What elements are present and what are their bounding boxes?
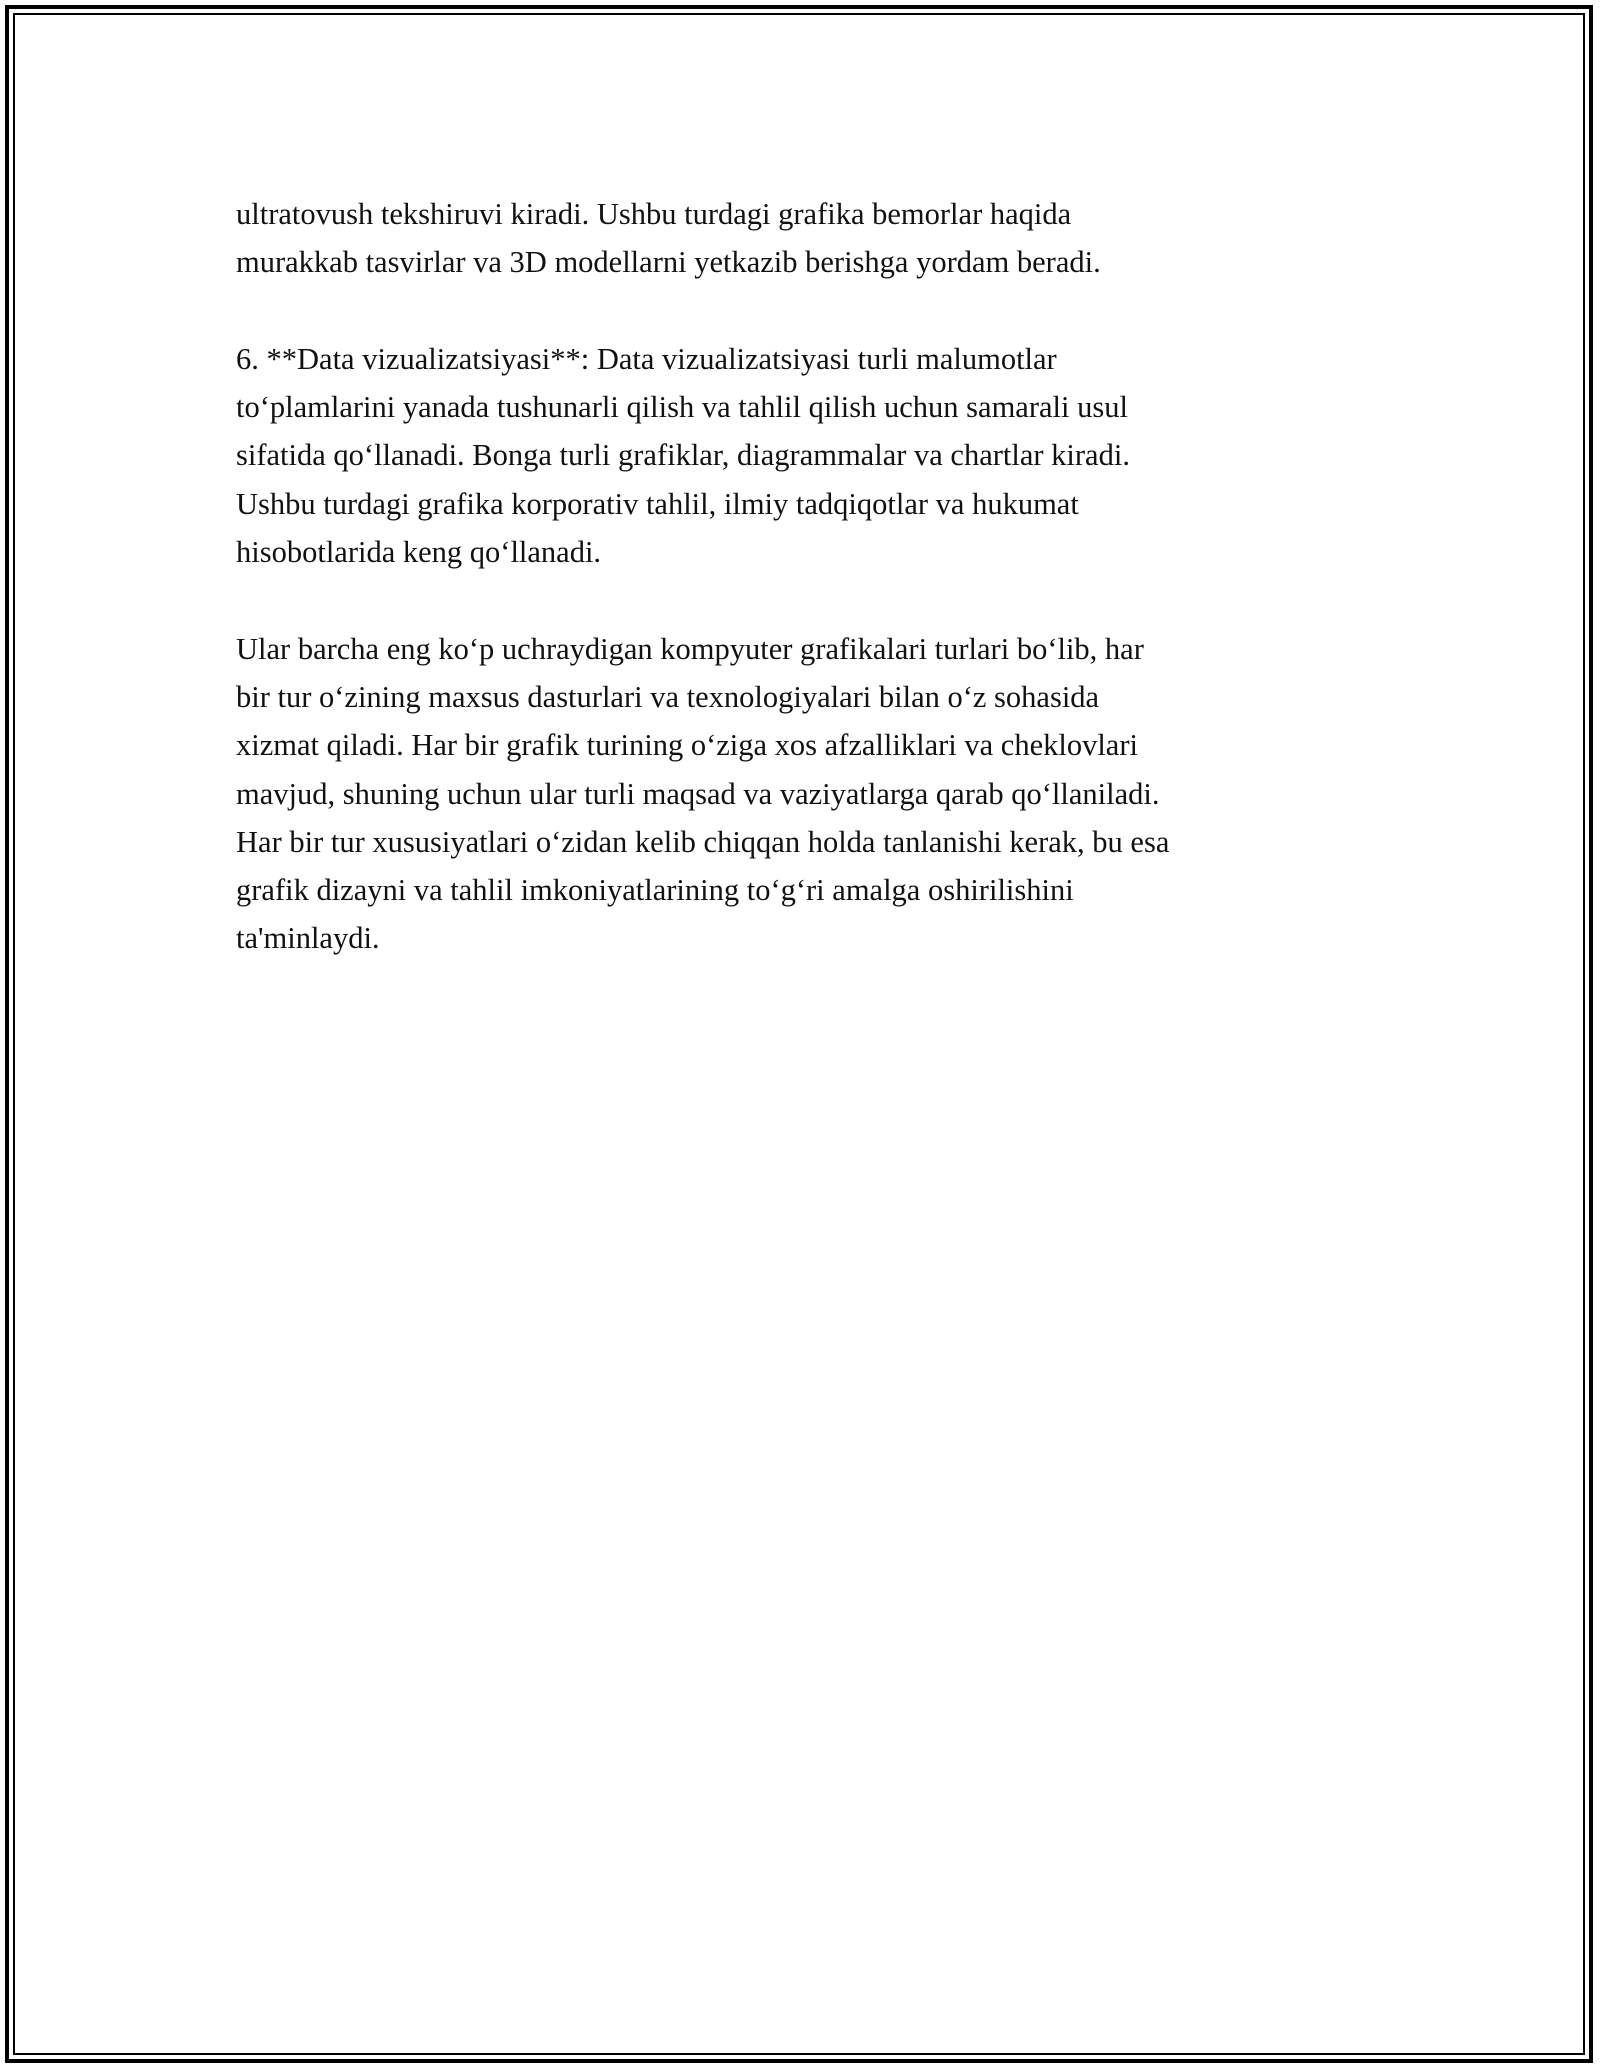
document-body (236, 190, 1386, 963)
text-line: xizmat qiladi. Har bir grafik turining o‘ziga xos afzalliklari va cheklovlari (236, 728, 1138, 763)
text-line: bir tur o‘zining maxsus dasturlari va texnologiyalari bilan o‘z sohasida (236, 679, 1100, 714)
text-line: Har bir tur xususiyatlari o‘zidan kelib chiqqan holda tanlanishi kerak, bu esa (236, 824, 1170, 859)
text-line: Ushbu turdagi grafika korporativ tahlil, ilmiy tadqiqotlar va hukumat (236, 486, 1079, 521)
paragraph-data-visualization (236, 335, 1386, 576)
paragraph-conclusion (236, 625, 1386, 963)
text-line: sifatida qo‘llanadi. Bonga turli grafiklar, diagrammalar va chartlar kiradi. (236, 438, 1130, 473)
text-line: grafik dizayni va tahlil imkoniyatlarining to‘g‘ri amalga oshirilishini (236, 873, 1074, 908)
paragraph-ultrasound-continuation (236, 190, 1386, 287)
paragraph-spacer (236, 287, 1386, 335)
text-line: 6. **Data vizualizatsiyasi**: Data vizualizatsiyasi turli malumotlar (236, 341, 1057, 376)
text-line: to‘plamlarini yanada tushunarli qilish va tahlil qilish uchun samarali usul (236, 390, 1128, 425)
paragraph-spacer (236, 576, 1386, 624)
text-line: ultratovush tekshiruvi kiradi. Ushbu turdagi grafika bemorlar haqida (236, 197, 1072, 231)
text-line: murakkab tasvirlar va 3D modellarni yetkazib berishga yordam beradi. (236, 245, 1101, 280)
text-line: hisobotlarida keng qo‘llanadi. (236, 535, 602, 570)
text-line: mavjud, shuning uchun ular turli maqsad va vaziyatlarga qarab qo‘llaniladi. (236, 776, 1160, 811)
text-line: ta'minlaydi. (236, 921, 380, 956)
text-line: Ular barcha eng ko‘p uchraydigan kompyuter grafikalari turlari bo‘lib, har (236, 631, 1144, 666)
